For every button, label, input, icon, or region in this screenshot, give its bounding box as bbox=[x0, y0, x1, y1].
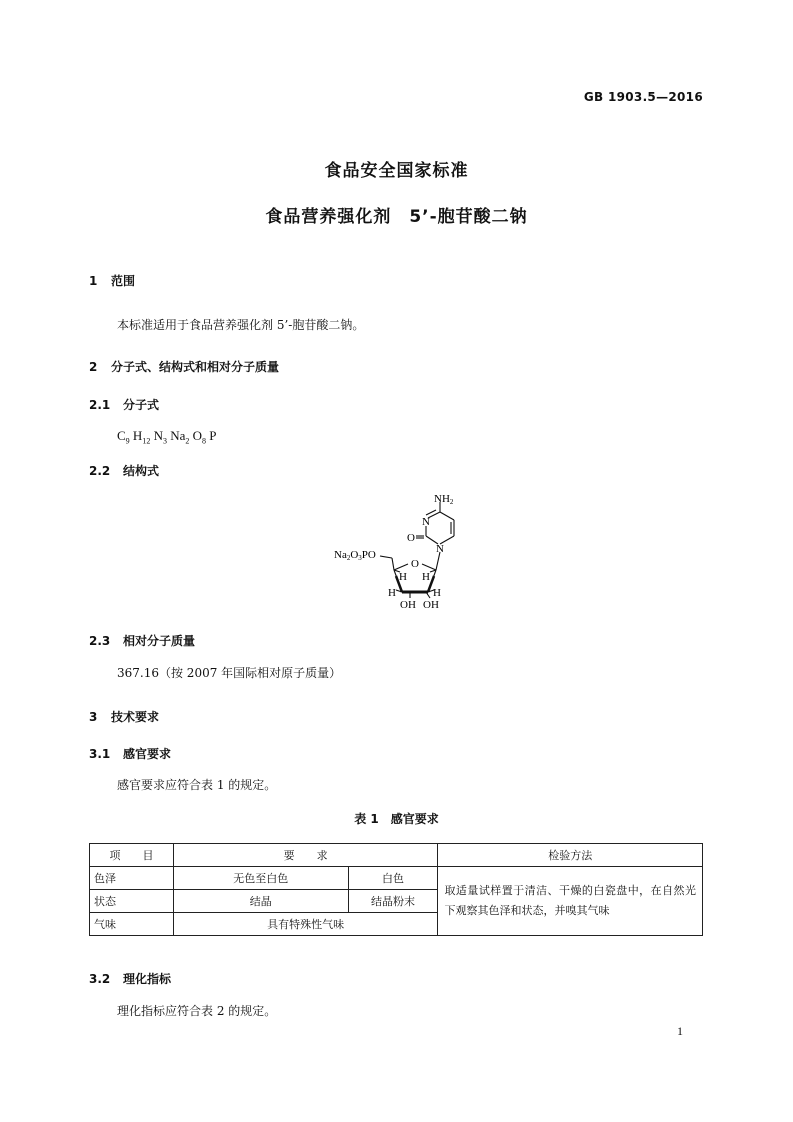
hydrogen-1: H bbox=[422, 571, 430, 583]
section-number: 2.1 bbox=[89, 398, 111, 412]
section-1-text: 本标准适用于食品营养强化剂 5’-胞苷酸二钠。 bbox=[117, 318, 365, 332]
carbonyl-oxygen: O bbox=[407, 532, 415, 544]
section-title: 相对分子质量 bbox=[123, 634, 196, 648]
section-1-heading bbox=[89, 272, 135, 289]
table-header-row bbox=[90, 844, 703, 867]
inspection-method: 取适量试样置于清洁、干燥的白瓷盘中，在自然光下观察其色泽和状态，并嗅其气味 bbox=[438, 867, 703, 936]
row-item: 色泽 bbox=[90, 867, 174, 890]
table-row bbox=[90, 867, 703, 890]
section-title: 分子式 bbox=[123, 398, 160, 412]
molecular-formula: $C_9$ $H_{12}$ $N_3$ $Na_2$ $O_8$ P bbox=[117, 428, 217, 446]
section-title: 范围 bbox=[111, 274, 136, 288]
document-subtitle: 食品营养强化剂 5’-胞苷酸二钠 bbox=[265, 207, 528, 227]
section-title: 理化指标 bbox=[123, 972, 172, 986]
hydroxyl-1: OH bbox=[400, 599, 416, 611]
row-requirement-b: 白色 bbox=[348, 867, 438, 890]
section-3-2-text: 理化指标应符合表 2 的规定。 bbox=[117, 1004, 277, 1018]
molecular-mass-text: 367.16（按 2007 年国际相对原子质量） bbox=[117, 666, 342, 680]
header-requirement: 要 求 bbox=[173, 844, 438, 867]
ring-nitrogen: N bbox=[422, 516, 430, 528]
row-requirement-a: 无色至白色 bbox=[173, 867, 348, 890]
table-1-caption: 表 1 感官要求 bbox=[354, 812, 439, 826]
hydrogen-4: H bbox=[433, 587, 441, 599]
document-title: 食品安全国家标准 bbox=[324, 161, 469, 181]
section-2-1-heading bbox=[89, 396, 159, 413]
row-requirement: 具有特殊性气味 bbox=[173, 913, 438, 936]
header-item: 项 目 bbox=[90, 844, 174, 867]
section-number: 2.2 bbox=[89, 464, 111, 478]
row-requirement-a: 结晶 bbox=[173, 890, 348, 913]
hydroxyl-2: OH bbox=[423, 599, 439, 611]
section-number: 3.1 bbox=[89, 747, 111, 761]
section-number: 3 bbox=[89, 710, 98, 724]
hydrogen-2: H bbox=[399, 571, 407, 583]
base-nitrogen: N bbox=[436, 543, 444, 555]
section-3-heading bbox=[89, 708, 159, 725]
section-number: 3.2 bbox=[89, 972, 111, 986]
section-number: 1 bbox=[89, 274, 98, 288]
hydrogen-3: H bbox=[388, 587, 396, 599]
ring-oxygen: O bbox=[411, 558, 419, 570]
section-number: 2 bbox=[89, 360, 98, 374]
row-requirement-b: 结晶粉末 bbox=[348, 890, 438, 913]
standard-number: GB 1903.5—2016 bbox=[583, 90, 703, 104]
section-title: 分子式、结构式和相对分子质量 bbox=[111, 360, 280, 374]
section-3-2-heading bbox=[89, 970, 171, 987]
structural-formula bbox=[330, 488, 470, 613]
row-item: 状态 bbox=[90, 890, 174, 913]
sensory-requirements-table bbox=[89, 843, 703, 936]
section-2-heading bbox=[89, 358, 279, 375]
section-title: 技术要求 bbox=[111, 710, 160, 724]
header-method: 检验方法 bbox=[438, 844, 703, 867]
amino-group: NH2 bbox=[434, 493, 454, 506]
section-title: 结构式 bbox=[123, 464, 160, 478]
section-title: 感官要求 bbox=[123, 747, 172, 761]
row-item: 气味 bbox=[90, 913, 174, 936]
section-3-1-heading bbox=[89, 745, 171, 762]
phosphate-group: Na2O3PO bbox=[334, 549, 376, 562]
section-3-1-text: 感官要求应符合表 1 的规定。 bbox=[117, 778, 277, 792]
section-number: 2.3 bbox=[89, 634, 111, 648]
section-2-3-heading bbox=[89, 632, 195, 649]
page-number: 1 bbox=[677, 1024, 683, 1038]
section-2-2-heading bbox=[89, 462, 159, 479]
